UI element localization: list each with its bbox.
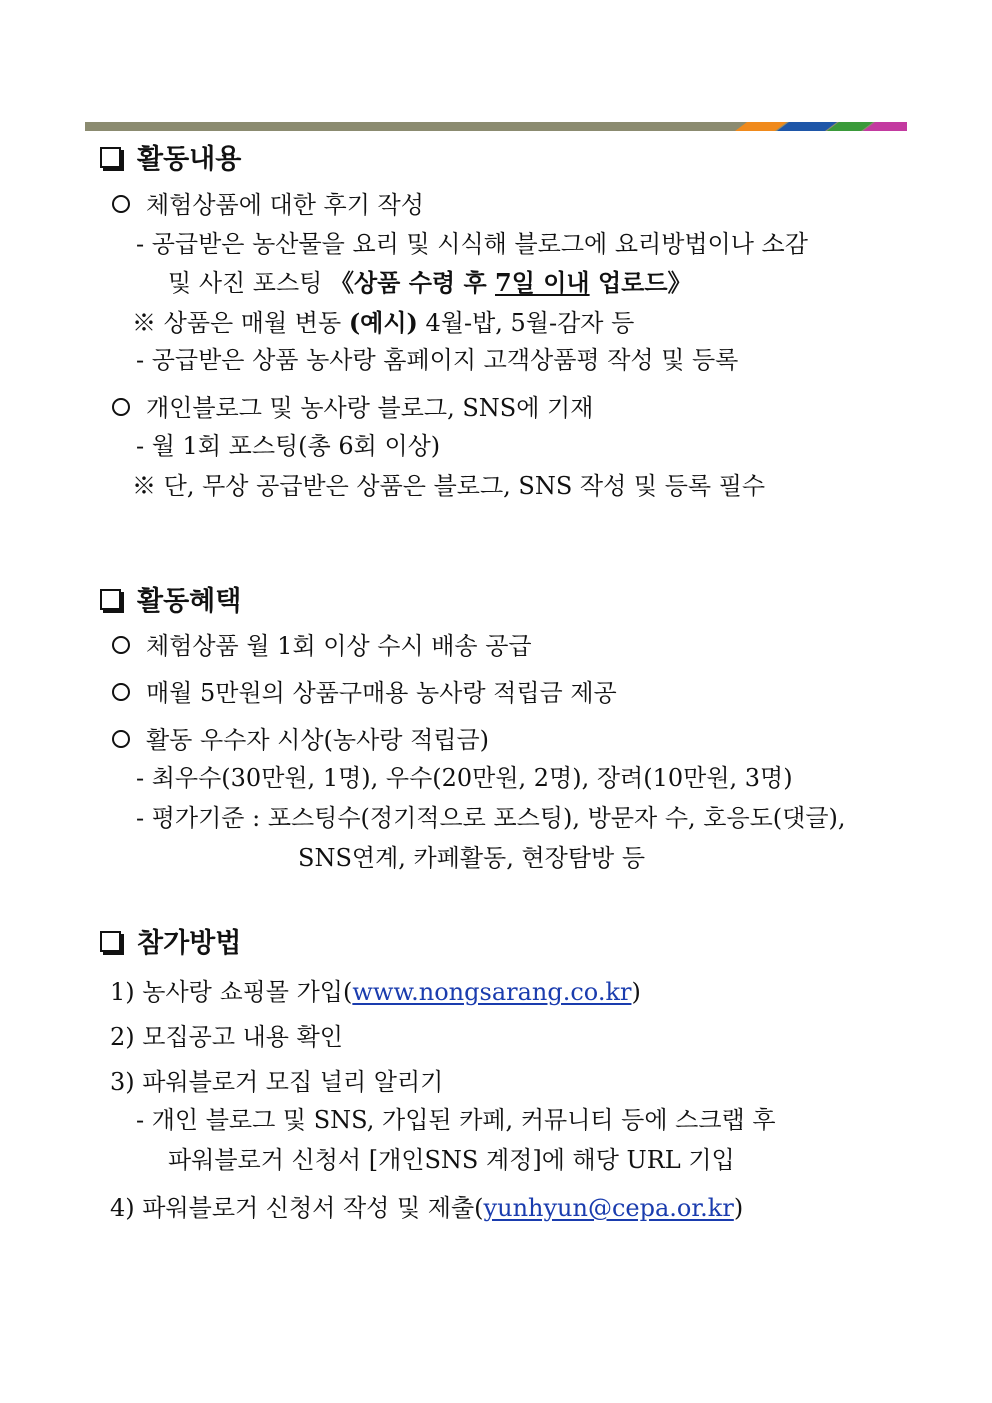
section-activity-title: 활동내용 bbox=[137, 144, 242, 175]
activity-dash-2: - 공급받은 상품 농사랑 홈페이지 고객상품평 작성 및 등록 bbox=[136, 346, 739, 374]
method-step-3-dash: - 개인 블로그 및 SNS, 가입된 카페, 커뮤니티 등에 스크랩 후 bbox=[136, 1106, 776, 1134]
benefits-dash-1: - 최우수(30만원, 1명), 우수(20만원, 2명), 장려(10만원, 3명) bbox=[136, 764, 793, 792]
section-benefits-heading bbox=[100, 588, 241, 615]
section-activity-heading bbox=[100, 146, 241, 173]
section-benefits-title: 활동혜택 bbox=[137, 586, 242, 617]
header-bar bbox=[85, 122, 907, 131]
shop-link[interactable]: www.nongsarang.co.kr bbox=[352, 978, 632, 1006]
benefits-dash-2-cont: SNS연계, 카페활동, 현장탐방 등 bbox=[298, 844, 646, 872]
section-method-title: 참가방법 bbox=[137, 928, 242, 959]
benefits-item-3: 활동 우수자 시상(농사랑 적립금) bbox=[112, 728, 489, 752]
checkbox-icon bbox=[100, 589, 121, 610]
circle-bullet-icon bbox=[112, 398, 130, 416]
method-step-1: 1) 농사랑 쇼핑몰 가입(www.nongsarang.co.kr) bbox=[110, 978, 641, 1006]
method-step-3: 3) 파워블로거 모집 널리 알리기 bbox=[110, 1068, 444, 1096]
method-step-4: 4) 파워블로거 신청서 작성 및 제출(yunhyun@cepa.or.kr) bbox=[110, 1194, 744, 1222]
section-method-heading bbox=[100, 930, 241, 957]
circle-bullet-icon bbox=[112, 195, 130, 213]
circle-bullet-icon bbox=[112, 636, 130, 654]
checkbox-icon bbox=[100, 147, 121, 168]
activity-dash-3: - 월 1회 포스팅(총 6회 이상) bbox=[136, 432, 441, 460]
email-link[interactable]: yunhyun@cepa.or.kr bbox=[483, 1194, 734, 1222]
activity-item-1: 체험상품에 대한 후기 작성 bbox=[112, 193, 424, 217]
benefits-item-1: 체험상품 월 1회 이상 수시 배송 공급 bbox=[112, 634, 532, 658]
activity-dash-1-cont: 및 사진 포스팅 《상품 수령 후 7일 이내 업로드》 bbox=[168, 268, 692, 297]
method-step-3-dash-cont: 파워블로거 신청서 [개인SNS 계정]에 해당 URL 기입 bbox=[168, 1146, 735, 1174]
activity-note-2: ※ 단, 무상 공급받은 상품은 블로그, SNS 작성 및 등록 필수 bbox=[132, 472, 766, 500]
circle-bullet-icon bbox=[112, 730, 130, 748]
benefits-item-2: 매월 5만원의 상품구매용 농사랑 적립금 제공 bbox=[112, 681, 617, 705]
circle-bullet-icon bbox=[112, 683, 130, 701]
activity-dash-1: - 공급받은 농산물을 요리 및 시식해 블로그에 요리방법이나 소감 bbox=[136, 230, 808, 258]
benefits-dash-2: - 평가기준 : 포스팅수(정기적으로 포스팅), 방문자 수, 호응도(댓글), bbox=[136, 804, 846, 832]
activity-note-1: ※ 상품은 매월 변동 (예시) 4월-밥, 5월-감자 등 bbox=[132, 308, 635, 337]
activity-item-2: 개인블로그 및 농사랑 블로그, SNS에 기재 bbox=[112, 396, 593, 420]
deadline-highlight: 7일 이내 bbox=[495, 268, 590, 297]
method-step-2: 2) 모집공고 내용 확인 bbox=[110, 1023, 343, 1051]
checkbox-icon bbox=[100, 931, 121, 952]
